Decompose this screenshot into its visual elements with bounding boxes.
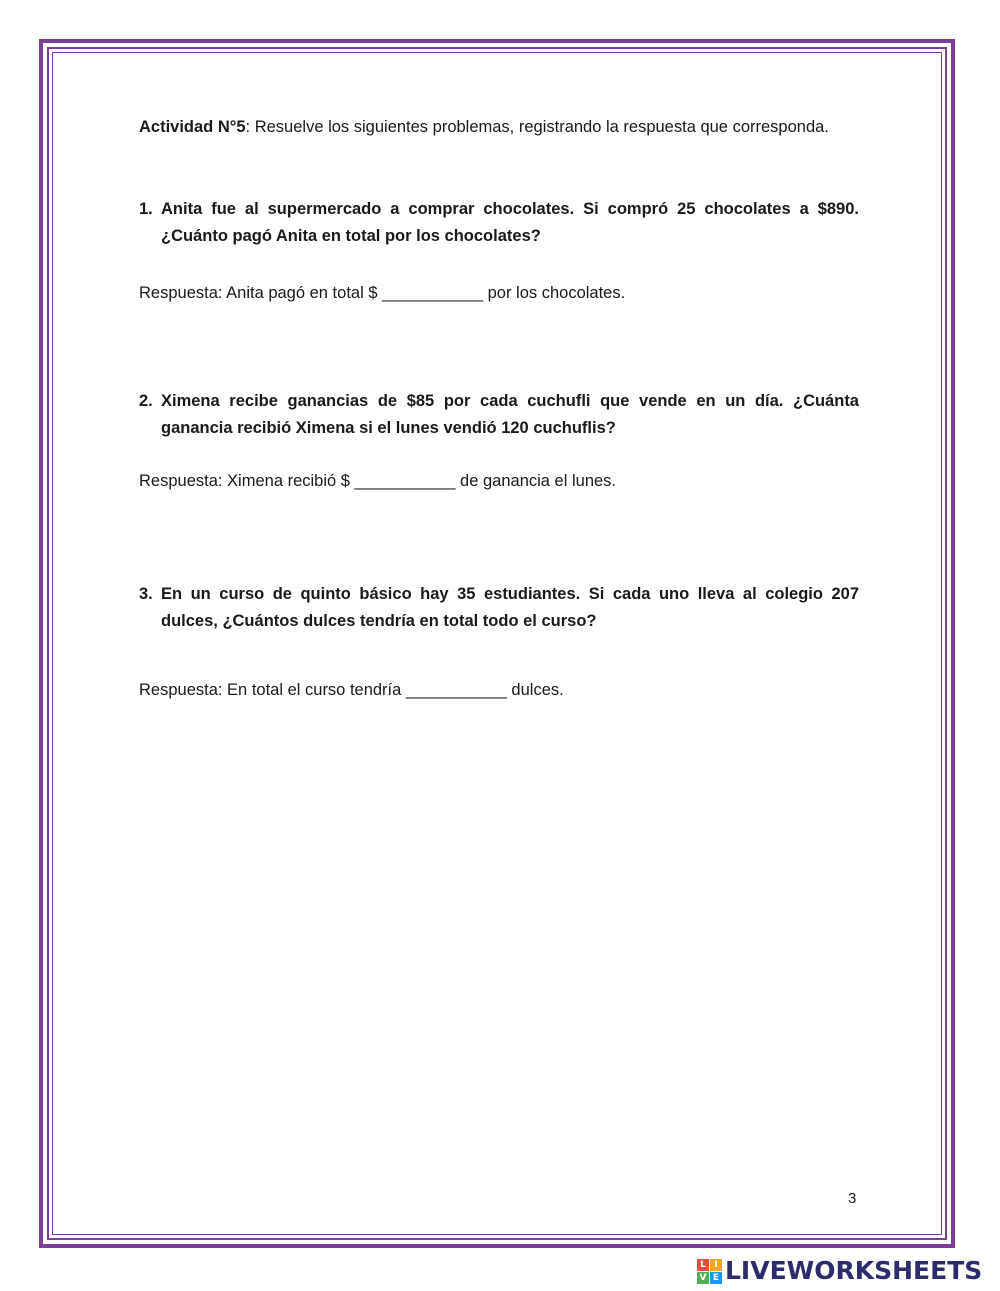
answer-1[interactable]: Respuesta: Anita pagó en total $ ___________ por los chocolates. — [139, 284, 626, 302]
activity-instruction: : Resuelve los siguientes problemas, registrando la respuesta que corresponda. — [245, 118, 829, 136]
question-number: 2. — [139, 392, 153, 410]
answer-2[interactable]: Respuesta: Ximena recibió $ ___________ de ganancia el lunes. — [139, 472, 617, 490]
question-text: En un curso de quinto básico hay 35 estudiantes. Si cada uno lleva al colegio 207 dulces, ¿Cuántos dulces tendría en total todo el curso? — [161, 585, 859, 630]
logo-letter-v: V — [697, 1272, 709, 1284]
activity-intro — [139, 113, 859, 141]
question-number: 3. — [139, 585, 153, 603]
question-2 — [139, 388, 859, 442]
logo-letter-e: E — [710, 1272, 722, 1284]
answer-3[interactable]: Respuesta: En total el curso tendría ___________ dulces. — [139, 681, 564, 699]
liveworksheets-wordmark: LIVEWORKSHEETS — [725, 1256, 983, 1285]
question-number: 1. — [139, 200, 153, 218]
question-text: Anita fue al supermercado a comprar chocolates. Si compró 25 chocolates a $890. ¿Cuánto pagó Anita en total por los chocolates? — [161, 200, 859, 245]
question-text: Ximena recibe ganancias de $85 por cada cuchufli que vende en un día. ¿Cuánta ganancia recibió Ximena si el lunes vendió 120 cuchuflis? — [161, 392, 859, 437]
logo-letter-i: I — [710, 1259, 722, 1271]
page-number: 3 — [848, 1190, 857, 1207]
activity-title: Actividad N°5 — [139, 118, 246, 136]
logo-letter-l: L — [697, 1259, 709, 1271]
liveworksheets-brand[interactable] — [697, 1256, 982, 1286]
liveworksheets-logo-icon — [697, 1259, 722, 1284]
question-1 — [139, 196, 859, 250]
question-3 — [139, 581, 859, 635]
